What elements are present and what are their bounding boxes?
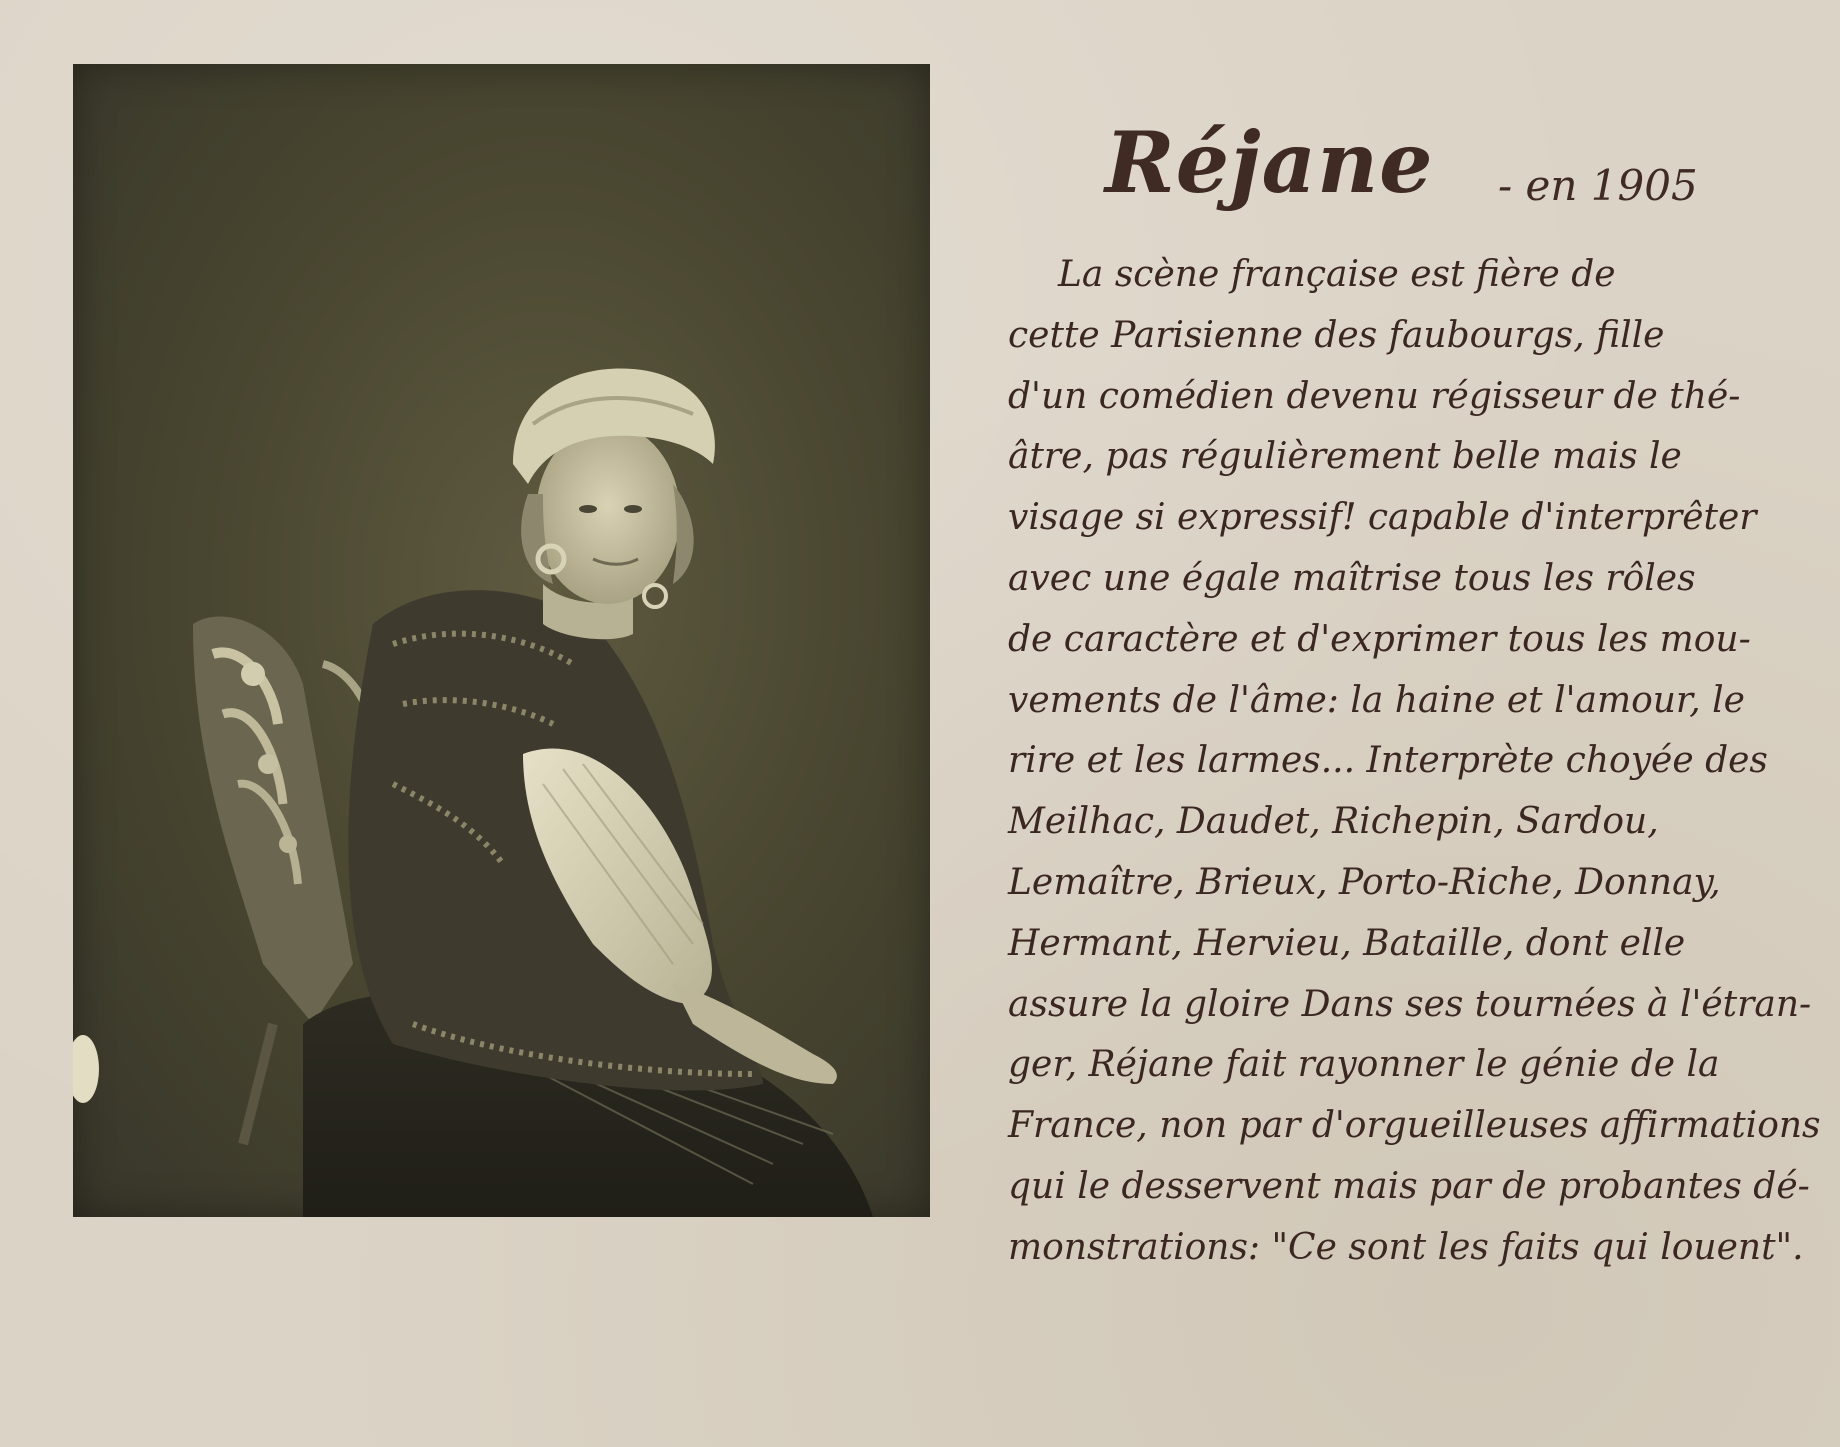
handwritten-text	[1008, 245, 1821, 1279]
portrait-photograph	[73, 64, 930, 1217]
text-line: cette Parisienne des faubourgs, fille	[1008, 314, 1665, 356]
text-line: ger, Réjane fait rayonner le génie de la	[1008, 1044, 1720, 1086]
text-line: d'un comédien devenu régisseur de thé-	[1008, 375, 1741, 417]
text-line: monstrations: "Ce sont les faits qui louent".	[1008, 1226, 1804, 1268]
text-line: Meilhac, Daudet, Richepin, Sardou,	[1008, 801, 1659, 843]
text-line: France, non par d'orgueilleuses affirmations	[1008, 1105, 1821, 1147]
text-line: visage si expressif! capable d'interprêter	[1008, 497, 1757, 539]
text-line: Lemaître, Brieux, Porto-Riche, Donnay,	[1008, 861, 1721, 903]
title-date: - en 1905	[1498, 161, 1698, 210]
text-line: âtre, pas régulièrement belle mais le	[1008, 436, 1682, 478]
portrait-image	[73, 64, 930, 1217]
title-block	[1105, 108, 1795, 238]
text-line: qui le desservent mais par de probantes dé-	[1008, 1165, 1810, 1207]
page-title: Réjane	[1105, 113, 1434, 212]
text-line: assure la gloire Dans ses tournées à l'étran-	[1008, 983, 1812, 1025]
text-line: Hermant, Hervieu, Bataille, dont elle	[1008, 922, 1686, 964]
text-line: rire et les larmes... Interprète choyée des	[1008, 740, 1768, 782]
text-line: La scène française est fière de	[1058, 254, 1616, 295]
text-line: de caractère et d'exprimer tous les mou-	[1008, 618, 1751, 660]
text-line: avec une égale maîtrise tous les rôles	[1008, 557, 1696, 599]
text-line: vements de l'âme: la haine et l'amour, le	[1008, 679, 1745, 721]
